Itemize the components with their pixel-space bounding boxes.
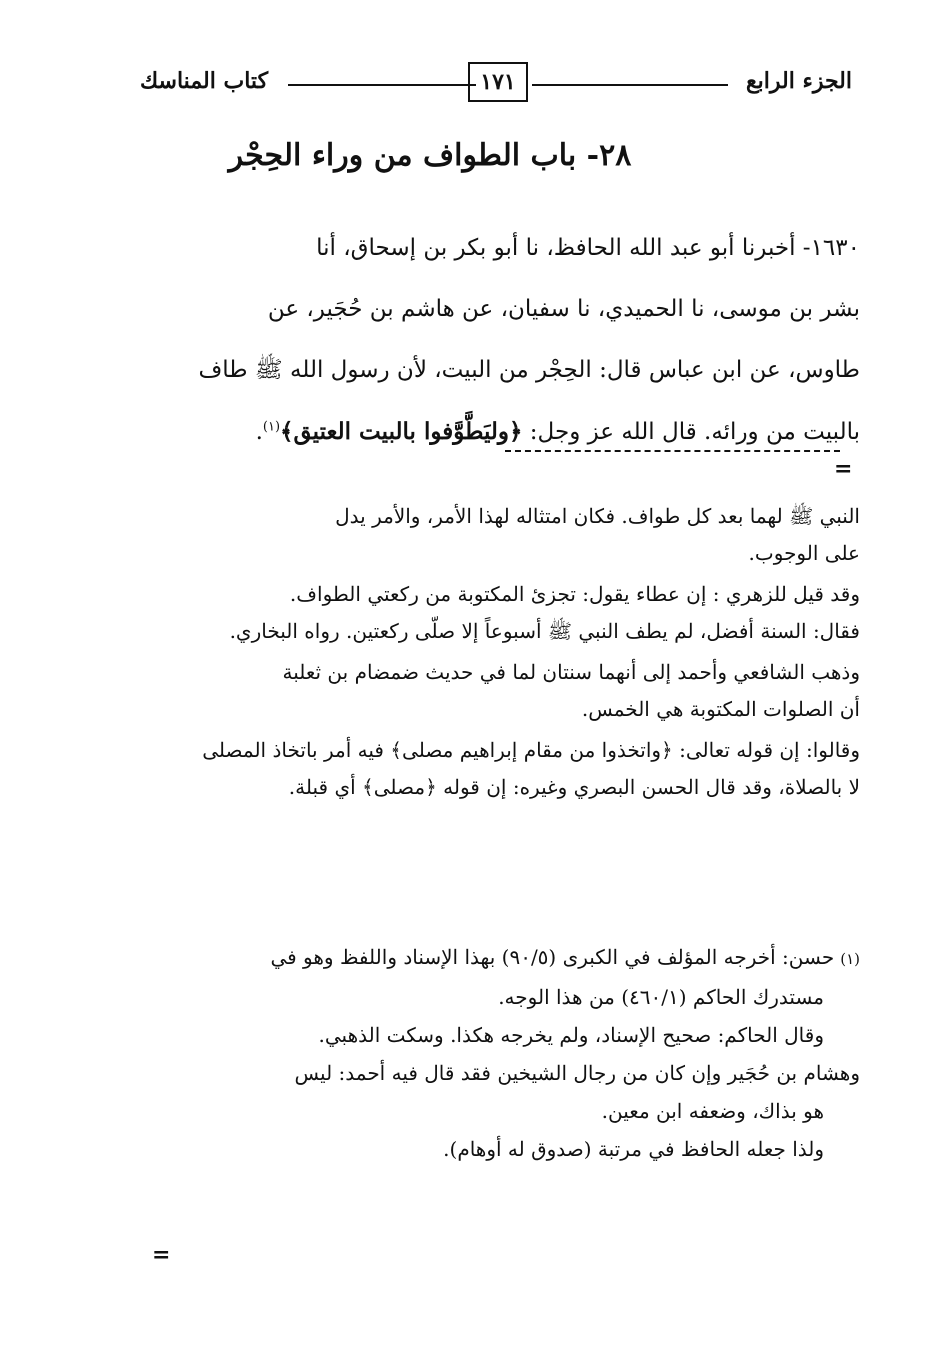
hadith-line: بشر بن موسى، نا الحميدي، نا سفيان، عن هاشم بن حُجَير، عن [267, 296, 860, 322]
header-part: الجزء الرابع [745, 68, 852, 94]
note-line: وقالوا: إن قوله تعالى: ﴿واتخذوا من مقام إبراهيم مصلى﴾ فيه أمر باتخاذ المصلى [202, 738, 860, 762]
footnote-line: ولذا جعله الحافظ في مرتبة (صدوق له أوهام). [443, 1137, 824, 1161]
header-rule-right [532, 84, 728, 86]
hadith-text-segment: بالبيت من ورائه. قال الله عز وجل: [522, 419, 860, 445]
note-line: وذهب الشافعي وأحمد إلى أنهما سنتان لما في حديث ضمضام بن ثعلبة [282, 660, 860, 684]
footnote-line: مستدرك الحاكم (٤٦٠/١) من هذا الوجه. [498, 985, 824, 1009]
footnote-text: حسن: أخرجه المؤلف في الكبرى (٩٠/٥) بهذا الإسناد واللفظ وهو في [270, 945, 835, 969]
footnote-ref: (١) [262, 419, 281, 435]
footnote-line [145, 938, 860, 978]
note-line: على الوجوب. [748, 541, 860, 565]
page-number: ١٧١ [468, 62, 528, 102]
note-line: لا بالصلاة، وقد قال الحسن البصري وغيره: إن قوله ﴿مصلى﴾ أي قبلة. [288, 775, 860, 799]
note-line: النبي ﷺ لهما بعد كل طواف. فكان امتثاله لهذا الأمر، والأمر يدل [335, 504, 860, 528]
hadith-line: ١٦٣٠- أخبرنا أبو عبد الله الحافظ، نا أبو بكر بن إسحاق، أنا [316, 235, 860, 261]
section-divider [505, 450, 840, 452]
note-line: وقد قيل للزهري : إن عطاء يقول: تجزئ المكتوبة من ركعتي الطواف. [289, 582, 860, 606]
running-header [140, 62, 852, 112]
footnote-line: وقال الحاكم: صحيح الإسناد، ولم يخرجه هكذا. وسكت الذهبي. [318, 1023, 824, 1047]
note-line: فقال: السنة أفضل، لم يطف النبي ﷺ أسبوعاً إلا صلّى ركعتين. رواه البخاري. [229, 619, 860, 643]
hadith-line [145, 401, 860, 463]
chapter-title: ٢٨- باب الطواف من وراء الحِجْر [228, 138, 632, 173]
footnote-line: وهشام بن حُجَير وإن كان من رجال الشيخين فقد قال فيه أحمد: ليس [294, 1061, 860, 1085]
footnote-marker: (١) [840, 950, 860, 968]
note-line: أن الصلوات المكتوبة هي الخمس. [581, 697, 860, 721]
commentary-notes [145, 498, 860, 806]
footnote-line: هو بذاك، وضعفه ابن معين. [601, 1099, 824, 1123]
footnotes [145, 938, 860, 1168]
hadith-line: طاوس، عن ابن عباس قال: الحِجْر من البيت، لأن رسول الله ﷺ طاف [198, 357, 860, 383]
hadith-text-segment: . [255, 419, 263, 445]
header-book: كتاب المناسك [140, 68, 269, 94]
quran-verse: ﴿وليَطَّوَّفوا بالبيت العتيق﴾ [280, 418, 523, 445]
header-rule-left [288, 84, 476, 86]
continuation-mark: = [834, 456, 853, 482]
continuation-mark-bottom: = [152, 1242, 171, 1268]
hadith-text [145, 218, 860, 463]
